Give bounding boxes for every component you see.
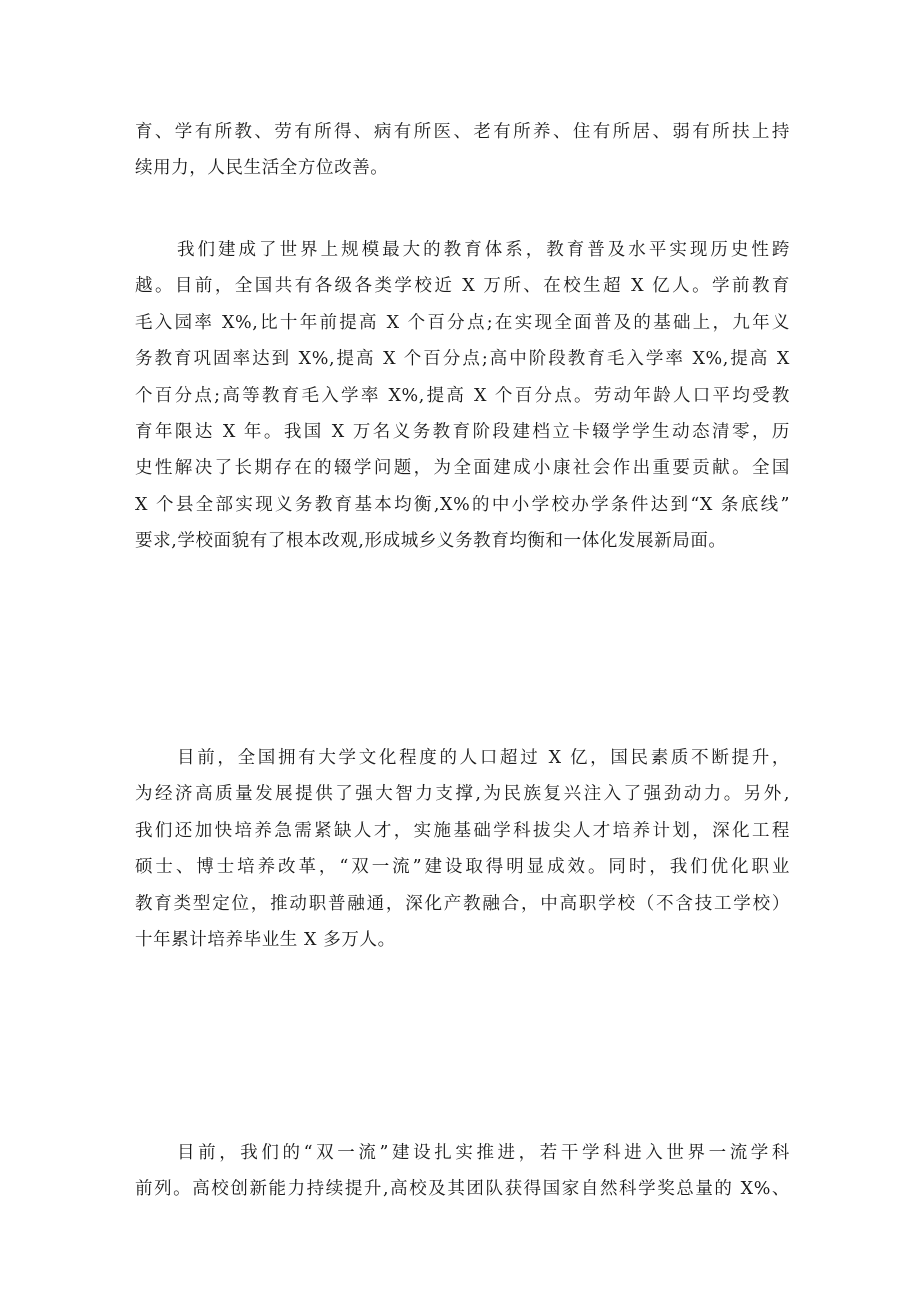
text-line: 个百分点;高等教育毛入学率 X%,提高 X 个百分点。劳动年龄人口平均受教 xyxy=(135,385,790,406)
text-line: 我们建成了世界上规模最大的教育体系，教育普及水平实现历史性跨 xyxy=(177,240,790,260)
text-line: 教育类型定位，推动职普融通，深化产教融合，中高职学校（不含技工学校） xyxy=(135,893,790,914)
text-line: 目前，我们的“双一流”建设扎实推进，若干学科进入世界一流学科 xyxy=(177,1143,790,1163)
text-line: 十年累计培养毕业生 X 多万人。 xyxy=(135,929,396,950)
text-line: 为经济高质量发展提供了强大智力支撑,为民族复兴注入了强劲动力。另外, xyxy=(135,784,790,805)
paragraph-2 xyxy=(135,232,790,560)
text-line: 务教育巩固率达到 X%,提高 X 个百分点;高中阶段教育毛入学率 X%,提高 X xyxy=(135,349,790,370)
text-line: 毛入园率 X%,比十年前提高 X 个百分点;在实现全面普及的基础上，九年义 xyxy=(135,312,790,333)
paragraph-1 xyxy=(135,114,790,187)
text-line: 育年限达 X 年。我国 X 万名义务教育阶段建档立卡辍学学生动态清零，历 xyxy=(135,421,790,442)
text-line: 要求,学校面貌有了根本改观,形成城乡义务教育均衡和一体化发展新局面。 xyxy=(135,531,727,552)
text-line: X 个县全部实现义务教育基本均衡,X%的中小学校办学条件达到“X 条底线” xyxy=(135,494,790,515)
text-line: 前列。高校创新能力持续提升,高校及其团队获得国家自然科学奖总量的 X%、 xyxy=(135,1179,790,1200)
paragraph-4 xyxy=(135,1135,790,1208)
text-line: 目前，全国拥有大学文化程度的人口超过 X 亿，国民素质不断提升， xyxy=(177,748,790,768)
text-line: 史性解决了长期存在的辍学问题，为全面建成小康社会作出重要贡献。全国 xyxy=(135,458,790,479)
text-line: 越。目前，全国共有各级各类学校近 X 万所、在校生超 X 亿人。学前教育 xyxy=(135,276,790,297)
text-line: 我们还加快培养急需紧缺人才，实施基础学科拔尖人才培养计划，深化工程 xyxy=(135,820,790,841)
text-line: 育、学有所教、劳有所得、病有所医、老有所养、住有所居、弱有所扶上持 xyxy=(135,122,790,142)
text-line: 续用力，人民生活全方位改善。 xyxy=(135,158,389,179)
paragraph-3 xyxy=(135,740,790,958)
text-line: 硕士、博士培养改革，“双一流”建设取得明显成效。同时，我们优化职业 xyxy=(135,857,790,878)
